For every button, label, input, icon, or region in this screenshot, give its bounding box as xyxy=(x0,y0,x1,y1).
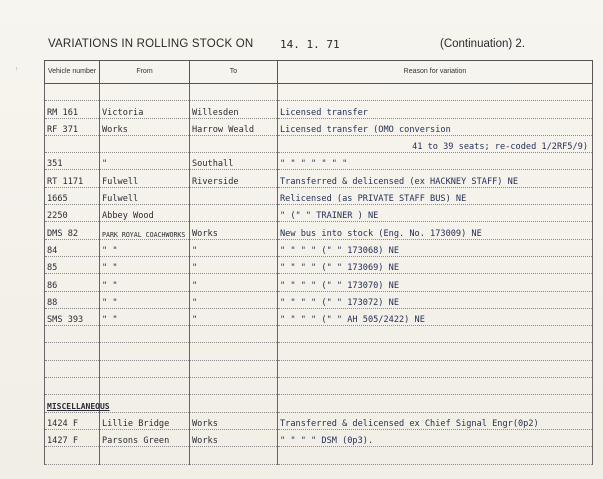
reason-cell xyxy=(278,135,593,152)
reason-cell-text: " " " " " " " xyxy=(280,159,348,170)
reason-cell xyxy=(278,412,593,429)
from-cell xyxy=(100,326,190,343)
column-header-from: From xyxy=(100,61,190,84)
table-row xyxy=(45,343,593,360)
to-cell xyxy=(190,343,278,360)
to-cell xyxy=(190,429,278,446)
to-cell-text: " xyxy=(192,280,198,291)
vehicle-cell xyxy=(45,118,100,135)
reason-cell xyxy=(278,429,593,446)
vehicle-cell xyxy=(45,153,100,170)
vehicle-cell xyxy=(45,222,100,239)
document-date: 14. 1. 71 xyxy=(280,38,340,51)
vehicle-cell xyxy=(45,395,110,412)
from-cell-text: " " xyxy=(102,297,118,308)
document-title: VARIATIONS IN ROLLING STOCK ON xyxy=(48,38,254,50)
from-cell xyxy=(100,378,190,395)
reason-cell xyxy=(278,222,593,239)
vehicle-cell xyxy=(45,170,100,187)
from-cell-text: Victoria xyxy=(102,107,144,118)
from-cell xyxy=(100,360,190,377)
reason-cell xyxy=(278,205,593,222)
reason-cell xyxy=(278,447,593,464)
table-row xyxy=(45,118,593,135)
reason-cell-text: Transferred & delicensed ex Chief Signal Engr(0p2) xyxy=(280,418,539,429)
from-cell xyxy=(100,84,190,101)
from-cell xyxy=(100,429,190,446)
table-row xyxy=(45,308,593,325)
reason-cell-text: " " " " (" " 173072) NE xyxy=(280,297,399,308)
table-row xyxy=(45,84,593,101)
to-cell-text: " xyxy=(192,315,198,326)
from-cell-text: Abbey Wood xyxy=(102,211,154,222)
vehicle-cell xyxy=(45,101,100,118)
reason-cell-text: " " " " DSM (0p3). xyxy=(280,436,374,447)
reason-cell xyxy=(278,360,593,377)
reason-cell-text: " (" " TRAINER ) NE xyxy=(280,211,379,222)
vehicle-cell-text: 1665 xyxy=(47,194,68,205)
to-cell xyxy=(190,205,278,222)
vehicle-cell-text: RM 161 xyxy=(47,107,79,118)
reason-cell xyxy=(278,256,593,273)
to-cell xyxy=(190,395,278,412)
document-heading xyxy=(48,38,573,56)
to-cell xyxy=(190,256,278,273)
margin-mark: ꜝ xyxy=(14,66,19,75)
to-cell xyxy=(190,187,278,204)
reason-cell xyxy=(278,395,593,412)
to-cell xyxy=(190,153,278,170)
vehicle-cell xyxy=(45,205,100,222)
table-row xyxy=(45,274,593,291)
to-cell xyxy=(190,274,278,291)
to-cell xyxy=(190,222,278,239)
reason-cell xyxy=(278,378,593,395)
vehicle-cell-text: 2250 xyxy=(47,211,68,222)
table-row xyxy=(45,360,593,377)
table-row xyxy=(45,239,593,256)
to-cell xyxy=(190,360,278,377)
reason-cell-text: " " " " (" " AH 505/2422) NE xyxy=(280,315,425,326)
vehicle-cell xyxy=(45,274,100,291)
from-cell xyxy=(100,118,190,135)
reason-cell xyxy=(278,274,593,291)
reason-cell xyxy=(278,343,593,360)
vehicle-cell-text: 84 xyxy=(47,245,58,256)
to-cell xyxy=(190,118,278,135)
vehicle-cell xyxy=(45,378,100,395)
from-cell xyxy=(100,101,190,118)
to-cell xyxy=(190,135,278,152)
reason-cell-text: Relicensed (as PRIVATE STAFF BUS) NE xyxy=(280,194,467,205)
to-cell-text: " xyxy=(192,245,198,256)
vehicle-cell-text: 85 xyxy=(47,263,58,274)
vehicle-cell-text: DMS 82 xyxy=(47,228,79,239)
table-row xyxy=(45,429,593,446)
from-cell-text: Fulwell xyxy=(102,176,139,187)
reason-cell xyxy=(278,153,593,170)
to-cell-text: Riverside xyxy=(192,176,239,187)
reason-continuation: 41 to 39 seats; re-coded 1/2RF5/9) xyxy=(412,142,588,153)
reason-cell xyxy=(278,326,593,343)
table-row xyxy=(45,153,593,170)
table-row xyxy=(45,378,593,395)
to-cell-text: " xyxy=(192,263,198,274)
vehicle-cell xyxy=(45,291,100,308)
to-cell-text: Harrow Weald xyxy=(192,124,255,135)
to-cell xyxy=(190,101,278,118)
from-cell xyxy=(100,153,190,170)
from-cell xyxy=(100,205,190,222)
from-cell-text: PARK ROYAL COACHWORKS xyxy=(102,230,186,239)
from-cell-text: Works xyxy=(102,124,128,135)
to-cell xyxy=(190,447,278,464)
table-row xyxy=(45,326,593,343)
from-cell xyxy=(100,447,190,464)
from-cell xyxy=(100,343,190,360)
from-cell xyxy=(100,308,190,325)
vehicle-cell xyxy=(45,429,100,446)
variations-table xyxy=(44,60,593,465)
table-row xyxy=(45,222,593,239)
vehicle-cell xyxy=(45,343,100,360)
to-cell-text: Willesden xyxy=(192,107,239,118)
from-cell-text: Lillie Bridge xyxy=(102,418,170,429)
vehicle-cell-text: 88 xyxy=(47,297,58,308)
vehicle-cell-text: 351 xyxy=(47,159,63,170)
from-cell xyxy=(100,291,190,308)
table-row xyxy=(45,395,593,412)
vehicle-cell-text: 1427 F xyxy=(47,436,79,447)
vehicle-cell-text: SMS 393 xyxy=(47,315,84,326)
reason-cell xyxy=(278,308,593,325)
table-row xyxy=(45,135,593,152)
reason-cell-text: Licensed transfer xyxy=(280,107,368,118)
vehicle-cell xyxy=(45,360,100,377)
vehicle-cell xyxy=(45,84,100,101)
reason-cell xyxy=(278,291,593,308)
from-cell-text: Parsons Green xyxy=(102,436,170,447)
from-cell-text: " " xyxy=(102,263,118,274)
reason-cell xyxy=(278,101,593,118)
table-row xyxy=(45,205,593,222)
to-cell-text: Works xyxy=(192,418,218,429)
vehicle-cell-text: RT 1171 xyxy=(47,176,84,187)
from-cell xyxy=(100,187,190,204)
reason-cell xyxy=(278,239,593,256)
from-cell xyxy=(100,395,190,412)
table-row xyxy=(45,256,593,273)
reason-cell xyxy=(278,170,593,187)
from-cell-text: " " xyxy=(102,280,118,291)
vehicle-cell xyxy=(45,187,100,204)
vehicle-cell xyxy=(45,447,100,464)
to-cell-text: " xyxy=(192,297,198,308)
from-cell-text: " xyxy=(102,159,108,170)
vehicle-cell xyxy=(45,239,100,256)
table-header-row xyxy=(45,61,593,84)
to-cell xyxy=(190,326,278,343)
from-cell xyxy=(100,412,190,429)
section-label-miscellaneous: MISCELLANEOUS xyxy=(47,401,110,411)
column-header-vehicle: Vehicle number xyxy=(45,61,100,84)
reason-cell-text: Licensed transfer (OMO conversion xyxy=(280,124,451,135)
from-cell xyxy=(100,222,190,239)
vehicle-cell-text: RF 371 xyxy=(47,124,79,135)
reason-cell xyxy=(278,118,593,135)
table-row xyxy=(45,101,593,118)
from-cell xyxy=(100,135,190,152)
table-row xyxy=(45,170,593,187)
reason-cell-text: " " " " (" " 173068) NE xyxy=(280,245,399,256)
reason-cell-text: " " " " (" " 173070) NE xyxy=(280,280,399,291)
reason-cell-text: " " " " (" " 173069) NE xyxy=(280,263,399,274)
vehicle-cell xyxy=(45,412,100,429)
table-row xyxy=(45,447,593,464)
to-cell xyxy=(190,84,278,101)
to-cell xyxy=(190,170,278,187)
vehicle-cell xyxy=(45,326,100,343)
reason-cell xyxy=(278,84,593,101)
to-cell-text: Works xyxy=(192,228,218,239)
from-cell xyxy=(100,256,190,273)
to-cell xyxy=(190,239,278,256)
vehicle-cell xyxy=(45,308,100,325)
to-cell xyxy=(190,291,278,308)
vehicle-cell-text: 86 xyxy=(47,280,58,291)
table-row xyxy=(45,412,593,429)
reason-cell-text: New bus into stock (Eng. No. 173009) NE xyxy=(280,228,482,239)
vehicle-cell-text: 1424 F xyxy=(47,418,79,429)
column-header-to: To xyxy=(190,61,278,84)
to-cell xyxy=(190,378,278,395)
column-header-reason: Reason for variation xyxy=(278,61,593,84)
from-cell-text: Fulwell xyxy=(102,194,139,205)
to-cell-text: Works xyxy=(192,436,218,447)
reason-cell xyxy=(278,187,593,204)
from-cell xyxy=(100,170,190,187)
table-row xyxy=(45,291,593,308)
continuation-label: (Continuation) 2. xyxy=(440,38,526,50)
from-cell-text: " " xyxy=(102,315,118,326)
vehicle-cell xyxy=(45,135,100,152)
to-cell xyxy=(190,308,278,325)
table-body xyxy=(45,84,593,465)
from-cell-text: " " xyxy=(102,245,118,256)
table-row xyxy=(45,187,593,204)
from-cell xyxy=(100,239,190,256)
to-cell-text: Southall xyxy=(192,159,234,170)
from-cell xyxy=(100,274,190,291)
vehicle-cell xyxy=(45,256,100,273)
to-cell xyxy=(190,412,278,429)
reason-cell-text: Transferred & delicensed (ex HACKNEY STAFF) NE xyxy=(280,176,518,187)
